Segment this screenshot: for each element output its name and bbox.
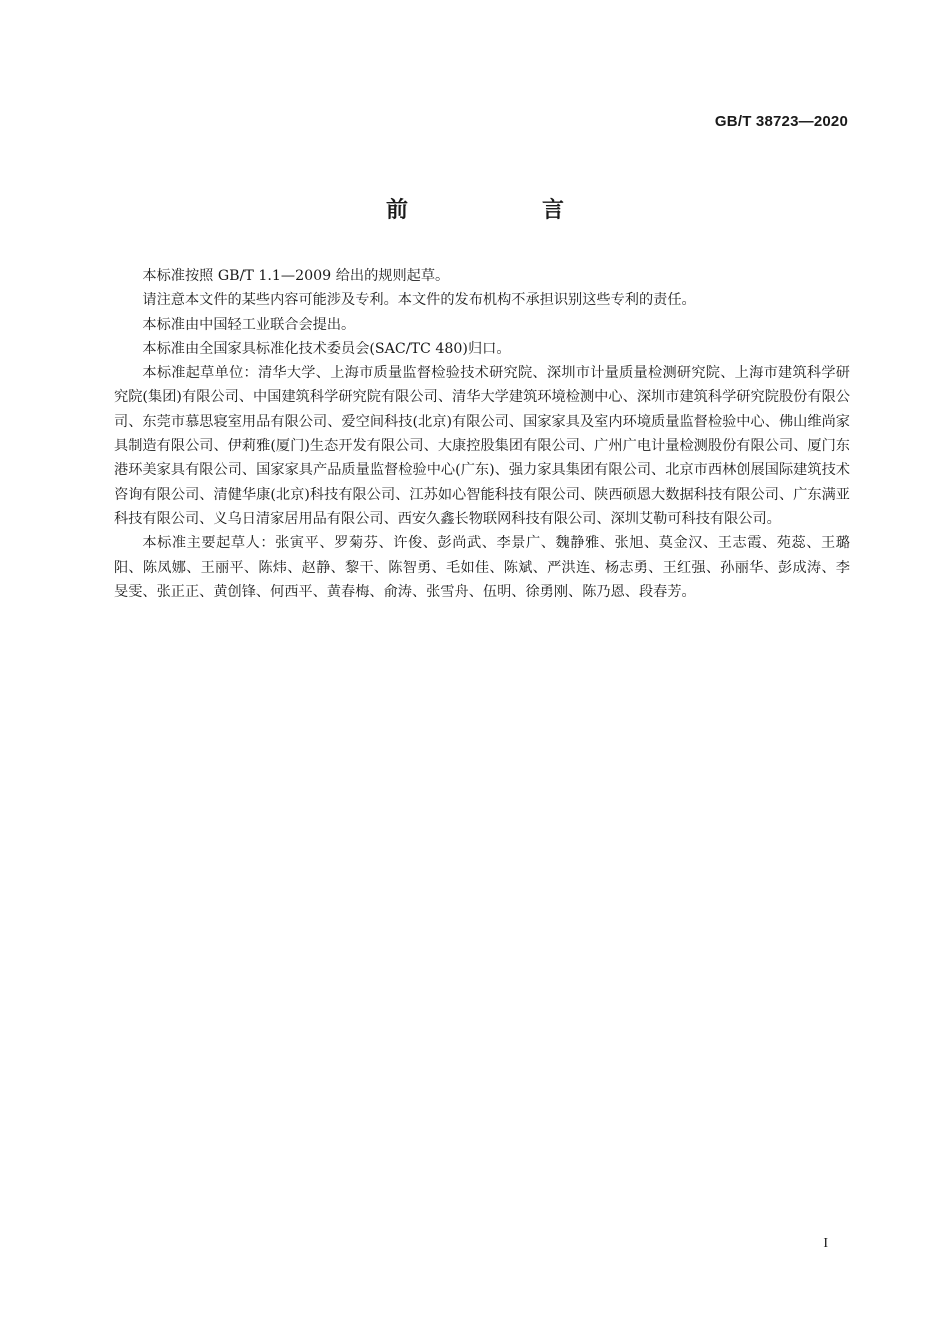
paragraph-drafting-units: 本标准起草单位：清华大学、上海市质量监督检验技术研究院、深圳市计量质量检测研究院、上海市建筑科学研究院(集团)有限公司、中国建筑科学研究院有限公司、清华大学建筑环境检测中心、深圳市建筑科学研究院股份有限公司、东莞市慕思寝室用品有限公司、爱空间科技(北京)有限公司、国家家具及室内环境质量监督检验中心、佛山维尚家具制造有限公司、伊莉雅(厦门)生态开发有限公司、大康控股集团有限公司、广州广电计量检测股份有限公司、厦门东港环美家具有限公司、国家家具产品质量监督检验中心(广东)、强力家具集团有限公司、北京市西林创展国际建筑技术咨询有限公司、清健华康(北京)科技有限公司、江苏如心智能科技有限公司、陕西硕恩大数据科技有限公司、广东满亚科技有限公司、义乌日清家居用品有限公司、西安久鑫长物联网科技有限公司、深圳艾勒可科技有限公司。 bbox=[114, 365, 850, 527]
page-title: 前 言 bbox=[385, 198, 620, 223]
paragraph-drafters: 本标准主要起草人：张寅平、罗菊芬、许俊、彭尚武、李景广、魏静雅、张旭、莫金汉、王志霞、苑蕊、王璐阳、陈凤娜、王丽平、陈炜、赵静、黎干、陈智勇、毛如佳、陈斌、严洪连、杨志勇、王红强、孙丽华、彭成涛、李旻雯、张正正、黄创锋、何西平、黄春梅、俞涛、张雪舟、伍明、徐勇刚、陈乃恩、段春芳。 bbox=[114, 535, 850, 600]
paragraph-proposer: 本标准由中国轻工业联合会提出。 bbox=[142, 316, 356, 333]
page-number: I bbox=[823, 1236, 828, 1251]
paragraph-committee: 本标准由全国家具标准化技术委员会(SAC/TC 480)归口。 bbox=[142, 340, 511, 357]
paragraph-patent-notice: 请注意本文件的某些内容可能涉及专利。本文件的发布机构不承担识别这些专利的责任。 bbox=[142, 292, 696, 309]
standard-code: GB/T 38723—2020 bbox=[714, 113, 848, 130]
foreword-body bbox=[114, 264, 850, 604]
paragraph-drafting-rules: 本标准按照 GB/T 1.1—2009 给出的规则起草。 bbox=[142, 268, 450, 284]
